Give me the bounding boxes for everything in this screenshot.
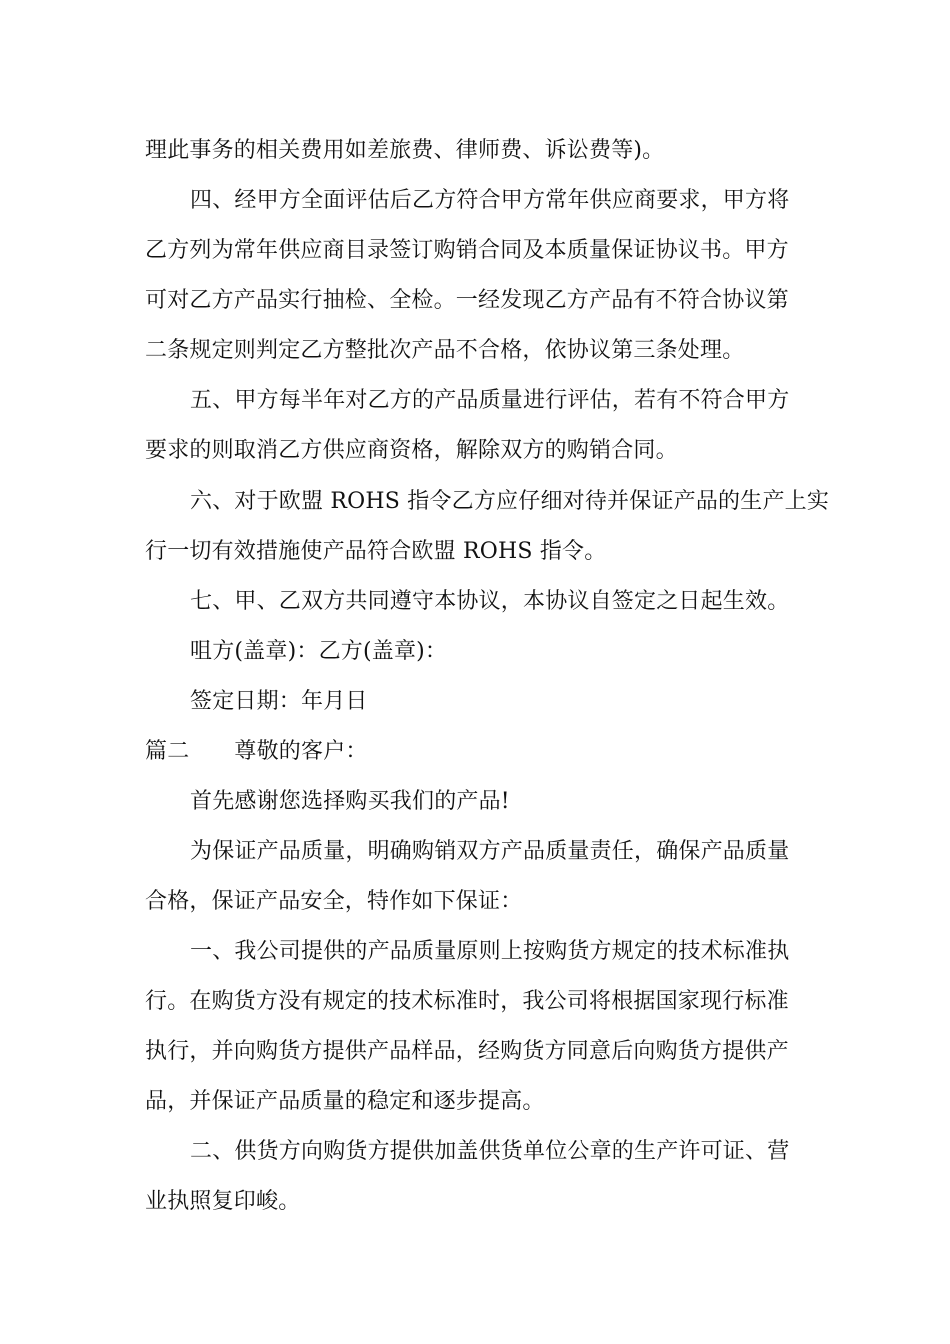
section-heading-row — [145, 737, 368, 767]
section-salutation: 尊敬的客户： — [234, 739, 368, 764]
paragraph-line: 行。在购货方没有规定的技术标准时，我公司将根据国家现行标准 — [145, 989, 789, 1014]
section-label: 篇二 — [145, 739, 190, 764]
paragraph-line: 一、我公司提供的产品质量原则上按购货方规定的技术标准执 — [190, 939, 790, 964]
paragraph-line: 理此事务的相关费用如差旅费、律师费、诉讼费等)。 — [145, 138, 665, 163]
signature-line: 咀方(盖章)：乙方(盖章)： — [190, 639, 448, 664]
paragraph-line: 乙方列为常年供应商目录签订购销合同及本质量保证协议书。甲方 — [145, 238, 789, 263]
paragraph-line: 要求的则取消乙方供应商资格，解除双方的购销合同。 — [145, 438, 678, 463]
paragraph-line: 四、经甲方全面评估后乙方符合甲方常年供应商要求，甲方将 — [190, 188, 790, 213]
paragraph-line: 二、供货方向购货方提供加盖供货单位公章的生产许可证、营 — [190, 1139, 790, 1164]
paragraph-line: 合格，保证产品安全，特作如下保证： — [145, 889, 523, 914]
paragraph-line: 五、甲方每半年对乙方的产品质量进行评估，若有不符合甲方 — [190, 388, 790, 413]
paragraph-line: 品，并保证产品质量的稳定和逐步提高。 — [145, 1089, 545, 1114]
paragraph-line: 二条规定则判定乙方整批次产品不合格，依协议第三条处理。 — [145, 338, 745, 363]
paragraph-line: 执行，并向购货方提供产品样品，经购货方同意后向购货方提供产 — [145, 1039, 789, 1064]
paragraph-line: 首先感谢您选择购买我们的产品! — [190, 789, 510, 814]
paragraph-line: 业执照复印峻。 — [145, 1189, 301, 1214]
paragraph-line: 六、对于欧盟 ROHS 指令乙方应仔细对待并保证产品的生产上实 — [190, 489, 830, 514]
paragraph-line: 行一切有效措施使产品符合欧盟 ROHS 指令。 — [145, 539, 607, 564]
paragraph-line: 七、甲、乙双方共同遵守本协议，本协议自签定之日起生效。 — [190, 589, 790, 614]
date-line: 签定日期：年月日 — [190, 689, 368, 714]
paragraph-line: 为保证产品质量，明确购销双方产品质量责任，确保产品质量 — [190, 839, 790, 864]
paragraph-line: 可对乙方产品实行抽检、全检。一经发现乙方产品有不符合协议第 — [145, 288, 789, 313]
